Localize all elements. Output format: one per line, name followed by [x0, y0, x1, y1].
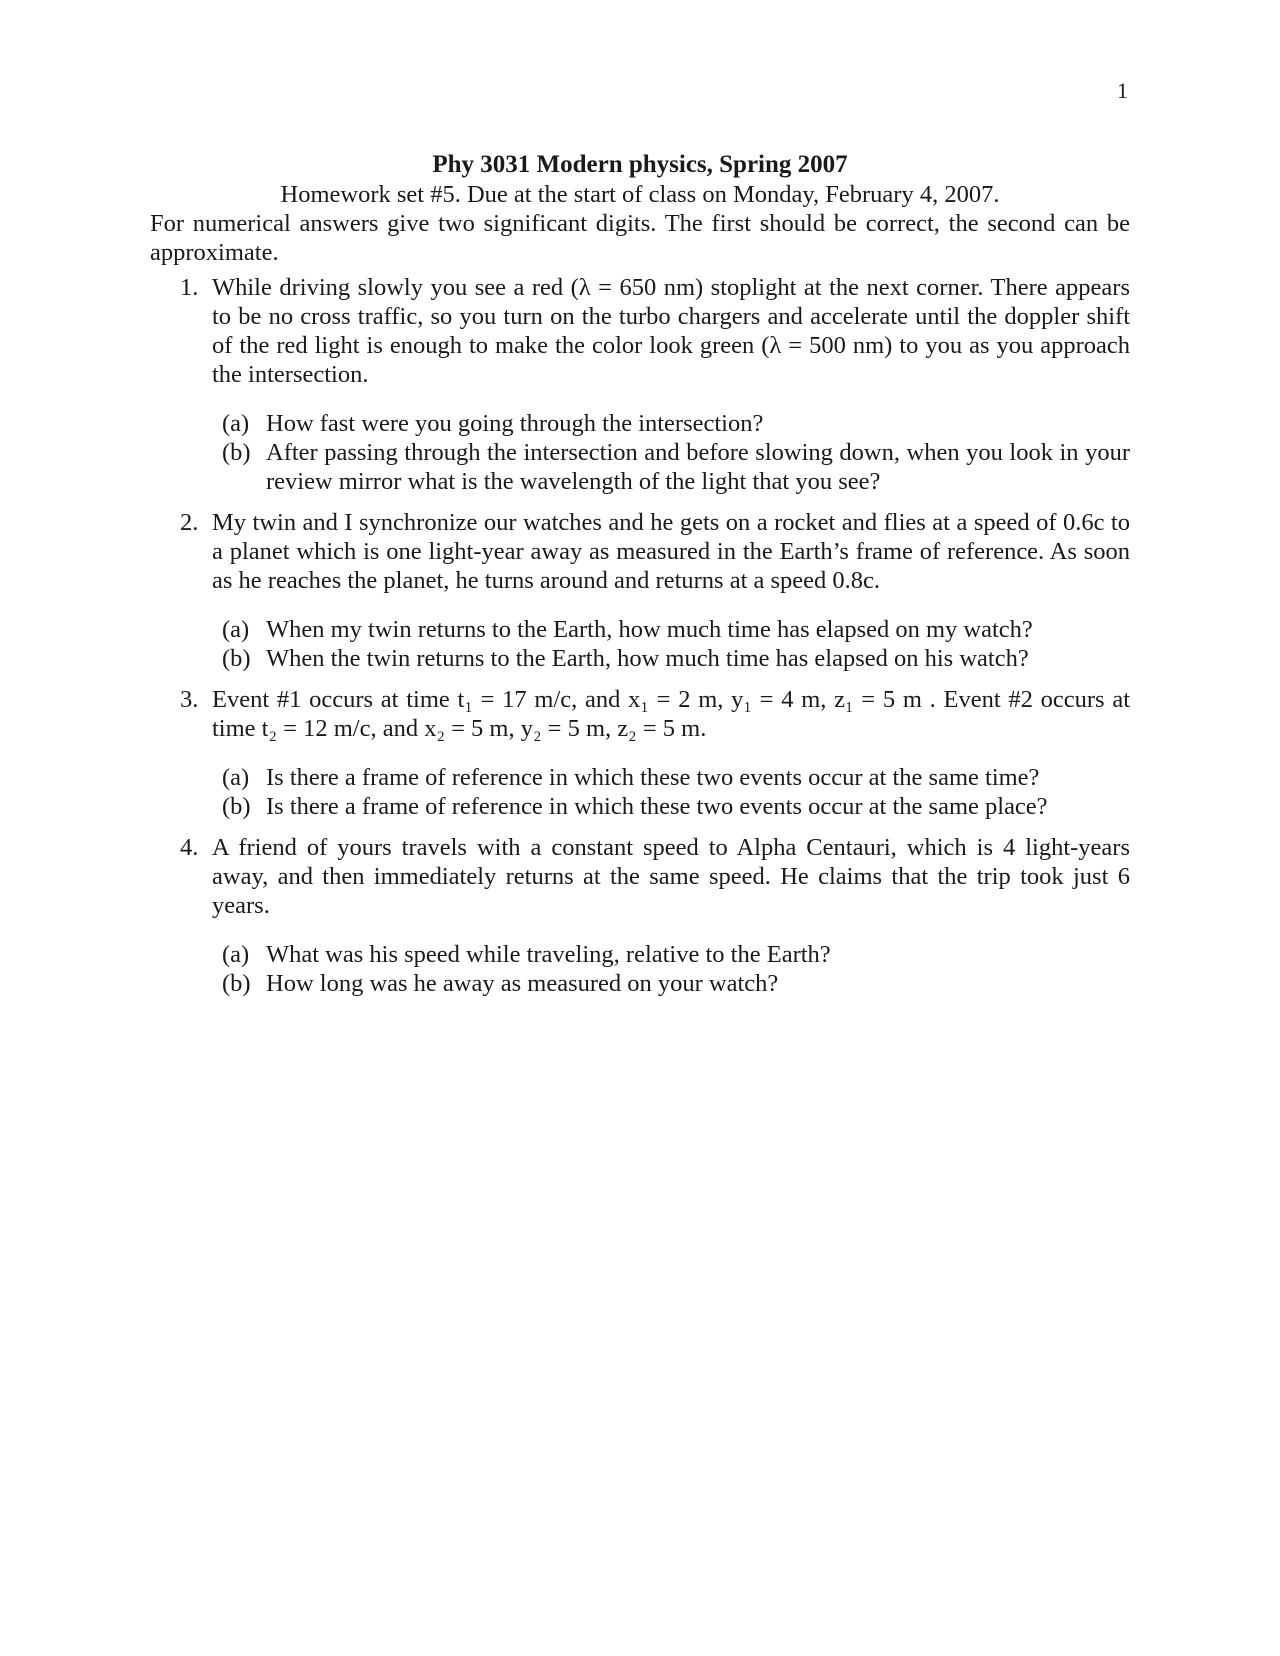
problem-number: 2.	[180, 509, 199, 536]
page-number: 1	[1117, 78, 1128, 103]
part-text: When my twin returns to the Earth, how much time has elapsed on my watch?	[266, 616, 1033, 643]
part-label: (b)	[222, 439, 251, 466]
part-label: (b)	[222, 645, 251, 672]
problem-parts	[212, 940, 1130, 998]
part-b	[212, 644, 1130, 673]
part-b	[212, 969, 1130, 998]
problem-2	[150, 508, 1130, 673]
part-b	[212, 792, 1130, 821]
part-a	[212, 763, 1130, 792]
part-text: Is there a frame of reference in which these two events occur at the same time?	[266, 764, 1040, 791]
problem-text: Event #1 occurs at time t₁ = 17 m/c, and x₁ = 2 m, y₁ = 4 m, z₁ = 5 m . Event #2 occurs at time t₂ = 12 m/c, and x₂ = 5 m, y₂ = 5 m, z₂ = 5 m.	[212, 686, 1130, 742]
part-text: Is there a frame of reference in which these two events occur at the same place?	[266, 793, 1048, 820]
part-label: (a)	[222, 410, 250, 437]
problem-parts	[212, 409, 1130, 496]
instructions: For numerical answers give two significant digits. The first should be correct, the second can be approximate.	[150, 210, 1130, 266]
problem-4	[150, 833, 1130, 998]
problem-3	[150, 685, 1130, 821]
part-text: When the twin returns to the Earth, how much time has elapsed on his watch?	[266, 645, 1029, 672]
part-a	[212, 409, 1130, 438]
problem-parts	[212, 615, 1130, 673]
problem-text: My twin and I synchronize our watches and he gets on a rocket and flies at a speed of 0.6c to a planet which is one light-year away as measured in the Earth’s frame of reference. As soon as he reaches the planet, he turns around and returns at a speed 0.8c.	[212, 509, 1130, 594]
part-text: After passing through the intersection and before slowing down, when you look in your review mirror what is the wavelength of the light that you see?	[266, 439, 1130, 495]
part-label: (a)	[222, 616, 250, 643]
document-subtitle: Homework set #5. Due at the start of class on Monday, February 4, 2007.	[280, 181, 1000, 208]
problem-text: While driving slowly you see a red (λ = 650 nm) stoplight at the next corner. There appears to be no cross traffic, so you turn on the turbo chargers and accelerate until the doppler shift of the red light is enough to make the color look green (λ = 500 nm) to you as you approach the intersection.	[212, 274, 1130, 388]
problem-1	[150, 273, 1130, 496]
problem-text: A friend of yours travels with a constant speed to Alpha Centauri, which is 4 light-years away, and then immediately returns at the same speed. He claims that the trip took just 6 years.	[212, 834, 1130, 919]
part-text: How fast were you going through the intersection?	[266, 410, 764, 437]
part-b	[212, 438, 1130, 496]
document-body	[150, 150, 1130, 1010]
part-label: (b)	[222, 793, 251, 820]
part-a	[212, 615, 1130, 644]
problem-parts	[212, 763, 1130, 821]
part-label: (a)	[222, 941, 250, 968]
problem-number: 4.	[180, 834, 199, 861]
problem-number: 3.	[180, 686, 199, 713]
part-label: (b)	[222, 970, 251, 997]
part-text: What was his speed while traveling, relative to the Earth?	[266, 941, 831, 968]
problem-number: 1.	[180, 274, 199, 301]
part-text: How long was he away as measured on your watch?	[266, 970, 779, 997]
problem-list	[150, 273, 1130, 998]
document-title: Phy 3031 Modern physics, Spring 2007	[432, 151, 848, 178]
part-label: (a)	[222, 764, 250, 791]
part-a	[212, 940, 1130, 969]
